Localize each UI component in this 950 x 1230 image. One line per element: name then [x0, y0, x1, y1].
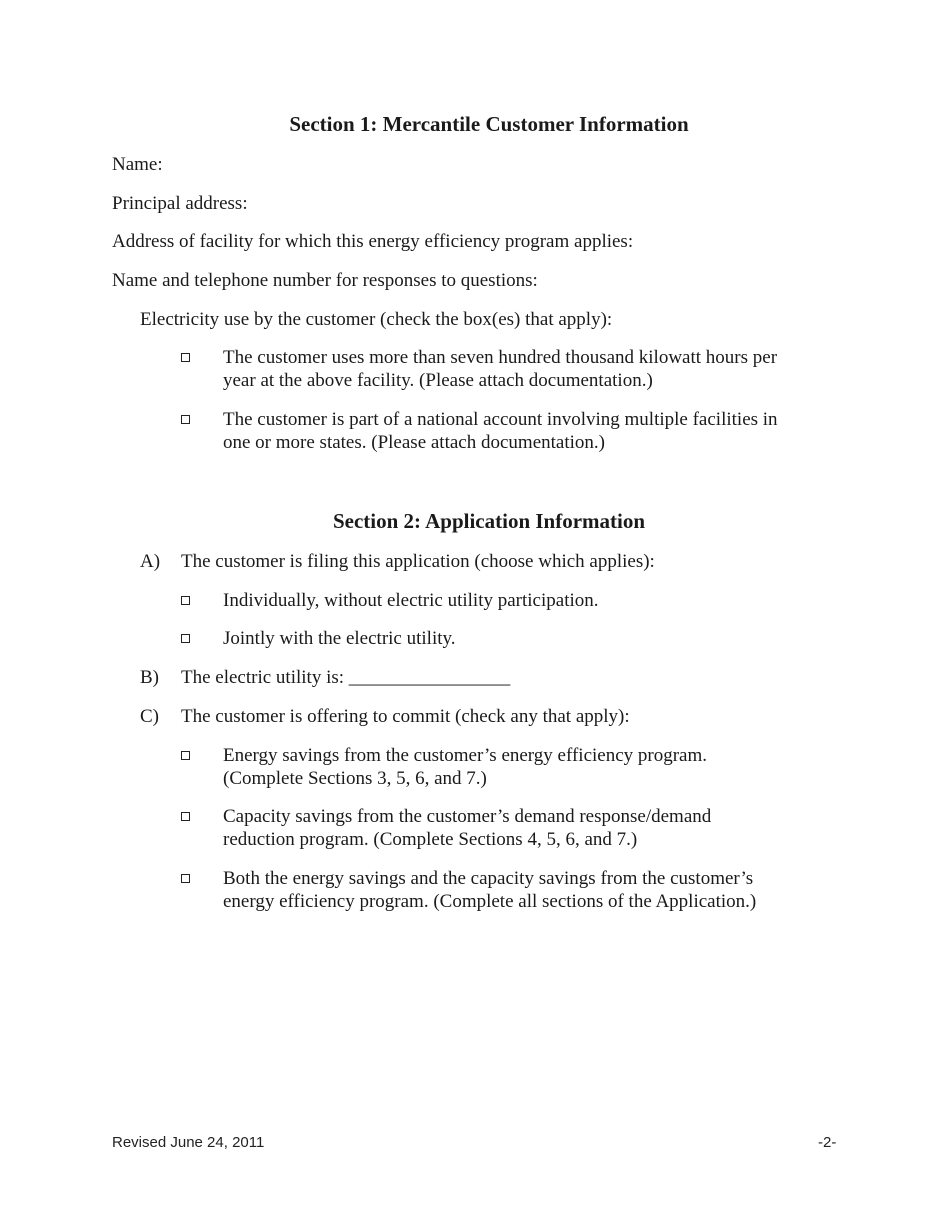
option-individually: [223, 589, 843, 612]
principal-address-label: Principal address:: [112, 193, 248, 214]
contact-label: Name and telephone number for responses to questions:: [112, 270, 538, 291]
checkbox-capacity-savings[interactable]: [181, 812, 190, 821]
item-b-letter: B): [140, 667, 159, 688]
option-line: Jointly with the electric utility.: [223, 628, 456, 649]
item-c-letter: C): [140, 706, 159, 727]
facility-address-label: Address of facility for which this energy efficiency program applies:: [112, 231, 634, 252]
option-line: The customer is part of a national account involving multiple facilities in: [223, 409, 778, 430]
option-national-account: [223, 408, 843, 454]
option-jointly: [223, 627, 843, 650]
electric-utility-field[interactable]: The electric utility is: _________________: [181, 667, 511, 688]
electricity-use-prompt: Electricity use by the customer (check the box(es) that apply):: [140, 309, 613, 330]
checkbox-individually[interactable]: [181, 596, 190, 605]
option-line: energy efficiency program. (Complete all sections of the Application.): [223, 891, 757, 912]
option-700k-kwh: [223, 346, 843, 392]
item-a-text: The customer is filing this application (choose which applies):: [181, 551, 655, 572]
section-1-title: Section 1: Mercantile Customer Information: [289, 112, 689, 136]
option-line: one or more states. (Please attach documentation.): [223, 432, 605, 453]
option-energy-savings: [223, 744, 843, 790]
option-line: Energy savings from the customer’s energy efficiency program.: [223, 745, 708, 766]
option-line: reduction program. (Complete Sections 4, 5, 6, and 7.): [223, 829, 638, 850]
option-line: (Complete Sections 3, 5, 6, and 7.): [223, 768, 487, 789]
checkbox-both-savings[interactable]: [181, 874, 190, 883]
item-c-text: The customer is offering to commit (check any that apply):: [181, 706, 630, 727]
section-2-title: Section 2: Application Information: [332, 509, 646, 533]
checkbox-energy-savings[interactable]: [181, 751, 190, 760]
option-line: year at the above facility. (Please attach documentation.): [223, 370, 653, 391]
option-capacity-savings: [223, 805, 843, 851]
option-line: The customer uses more than seven hundred thousand kilowatt hours per: [223, 347, 778, 368]
option-both-savings: [223, 867, 843, 913]
revised-date: Revised June 24, 2011: [112, 1134, 265, 1151]
page-number: -2-: [818, 1134, 837, 1151]
option-line: Both the energy savings and the capacity savings from the customer’s: [223, 868, 754, 889]
checkbox-national-account[interactable]: [181, 415, 190, 424]
item-a-letter: A): [140, 551, 161, 572]
option-line: Individually, without electric utility participation.: [223, 590, 599, 611]
checkbox-jointly[interactable]: [181, 634, 190, 643]
checkbox-700k-kwh[interactable]: [181, 353, 190, 362]
name-field-label: Name:: [112, 154, 163, 175]
option-line: Capacity savings from the customer’s demand response/demand: [223, 806, 712, 827]
